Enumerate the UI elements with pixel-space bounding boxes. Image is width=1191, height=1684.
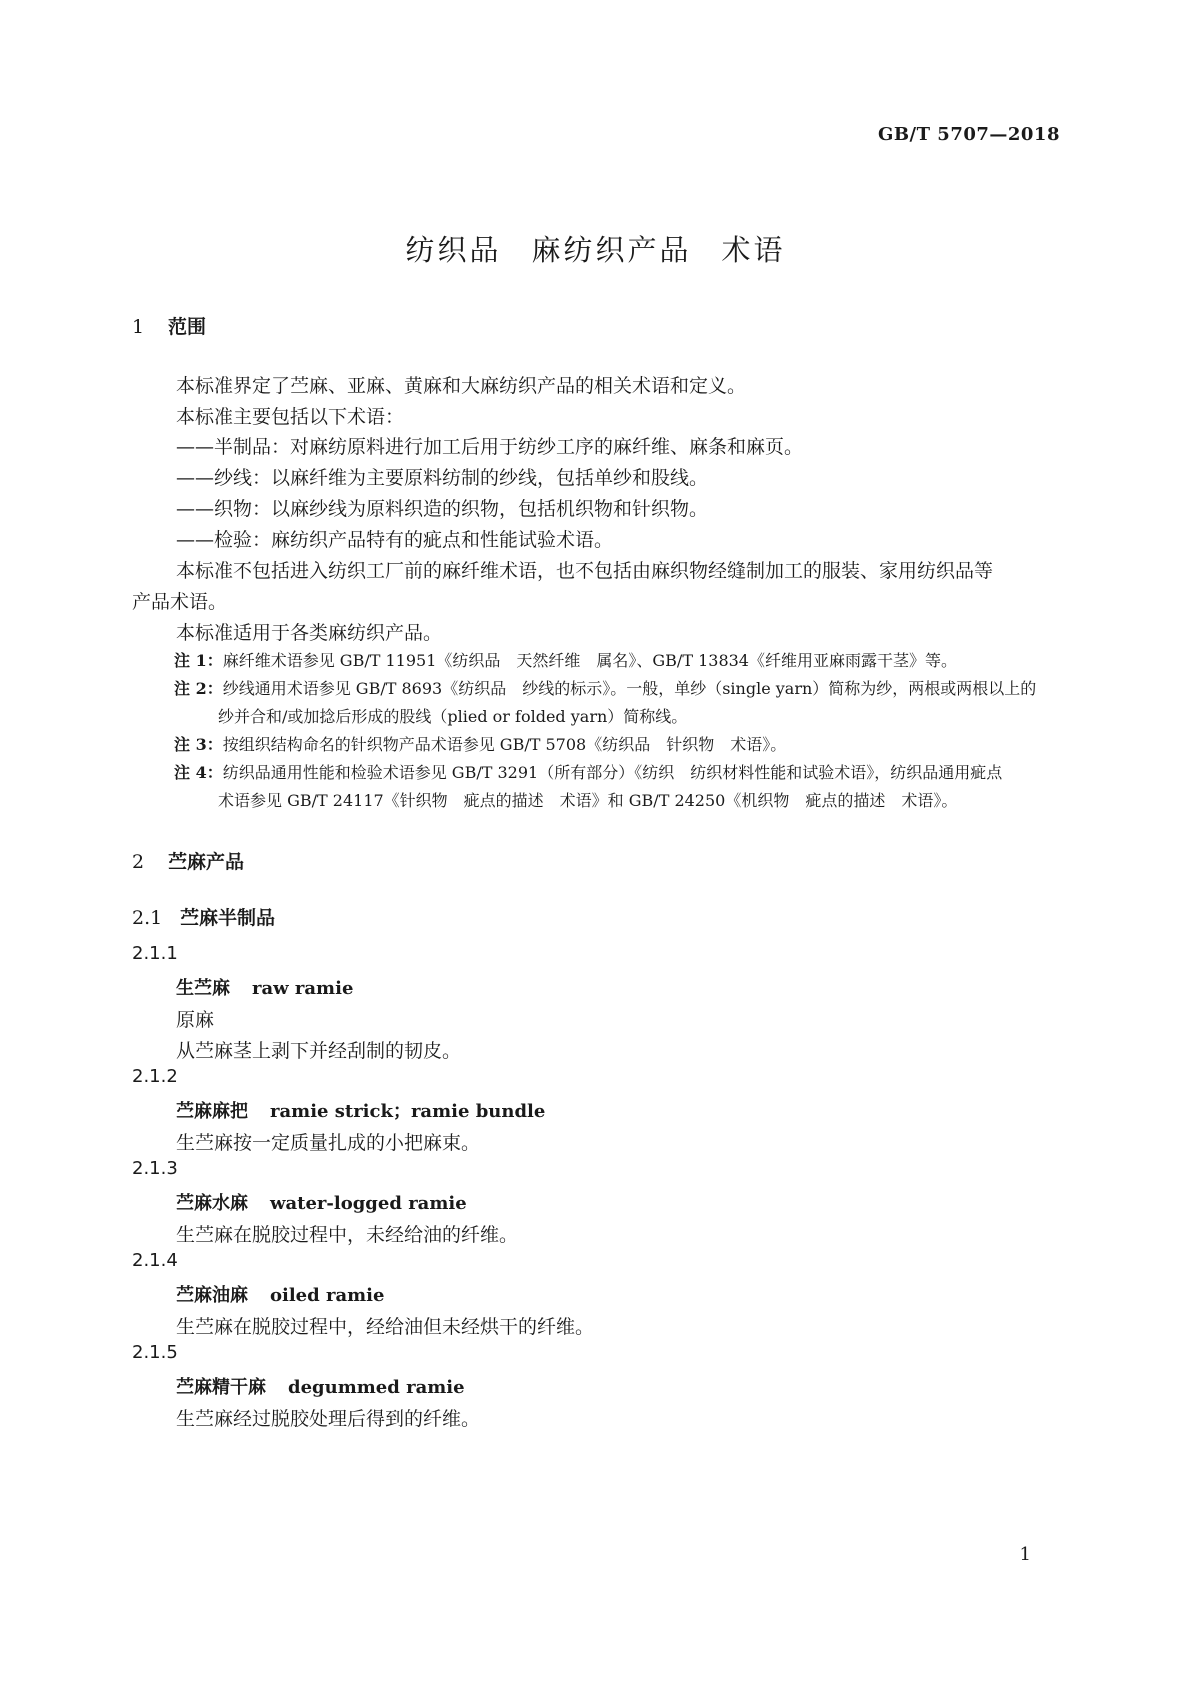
term-definition: 生苎麻在脱胶过程中，经给油但未经烘干的纤维。: [176, 1316, 595, 1338]
term-entry: [176, 1189, 467, 1215]
scope-dash-item-1: ——半制品：对麻纺原料进行加工后用于纺纱工序的麻纤维、麻条和麻页。: [176, 436, 804, 458]
note-text: 纱线通用术语参见 GB/T 8693《纺织品 纱线的标示》。一般，单纱（single yarn）简称为纱，两根或两根以上的: [222, 679, 1037, 698]
document-title: [0, 228, 1191, 269]
term-definition: 生苎麻按一定质量扎成的小把麻束。: [176, 1132, 481, 1154]
term-alternative: 原麻: [176, 1009, 215, 1031]
section-title: 苎麻产品: [168, 851, 245, 873]
section-number: 1: [132, 316, 145, 338]
term-number: 2.1.5: [132, 1342, 178, 1363]
term-number: 2.1.3: [132, 1158, 178, 1179]
note-text: 麻纤维术语参见 GB/T 11951《纺织品 天然纤维 属名》、GB/T 13834《纤维用亚麻雨露干茎》等。: [222, 651, 957, 670]
term-number: 2.1.1: [132, 943, 178, 964]
term-en: raw ramie: [252, 978, 354, 999]
scope-dash-item-3: ——织物：以麻纱线为原料织造的织物，包括机织物和针织物。: [176, 498, 709, 520]
title-part-2: 麻纺织产品: [531, 233, 692, 267]
term-en: ramie strick；ramie bundle: [270, 1101, 546, 1122]
term-zh: 苎麻精干麻: [176, 1377, 266, 1398]
section-2-1-heading: [132, 903, 275, 930]
term-zh: 生苎麻: [176, 978, 230, 999]
scope-dash-item-4: ——检验：麻纺织产品特有的疵点和性能试验术语。: [176, 529, 614, 551]
note-label: 注 3：: [174, 735, 223, 754]
note-label: 注 2：: [174, 679, 223, 698]
note-4-continued: 术语参见 GB/T 24117《针织物 疵点的描述 术语》和 GB/T 24250《机织物 疵点的描述 术语》。: [218, 791, 958, 810]
scope-paragraph-3: 本标准不包括进入纺织工厂前的麻纤维术语，也不包括由麻织物经缝制加工的服装、家用纺织品等: [176, 560, 994, 582]
term-number: 2.1.4: [132, 1250, 178, 1271]
note-text: 纺织品通用性能和检验术语参见 GB/T 3291（所有部分）《纺织 纺织材料性能和试验术语》，纺织品通用疵点: [222, 763, 1003, 782]
section-number: 2: [132, 851, 145, 873]
term-entry: [176, 1281, 384, 1307]
term-zh: 苎麻水麻: [176, 1193, 248, 1214]
term-zh: 苎麻麻把: [176, 1101, 248, 1122]
term-zh: 苎麻油麻: [176, 1285, 248, 1306]
section-2-heading: [132, 847, 244, 874]
page-number: 1: [1019, 1544, 1031, 1565]
section-number: 2.1: [132, 907, 163, 929]
term-en: oiled ramie: [270, 1285, 385, 1306]
term-definition: 生苎麻在脱胶过程中，未经给油的纤维。: [176, 1224, 519, 1246]
document-code: GB/T 5707—2018: [877, 124, 1060, 145]
note-label: 注 1：: [174, 651, 223, 670]
note-3: [174, 732, 786, 755]
note-2-continued: 纱并合和/或加捻后形成的股线（plied or folded yarn）简称线。: [218, 707, 688, 726]
section-1-heading: [132, 312, 206, 339]
scope-dash-item-2: ——纱线：以麻纤维为主要原料纺制的纱线，包括单纱和股线。: [176, 467, 709, 489]
note-1: [174, 648, 957, 671]
term-definition: 生苎麻经过脱胶处理后得到的纤维。: [176, 1408, 481, 1430]
note-4: [174, 760, 1002, 783]
scope-paragraph-2: 本标准主要包括以下术语：: [176, 406, 405, 428]
term-en: degummed ramie: [288, 1377, 465, 1398]
title-part-3: 术语: [721, 233, 786, 267]
note-text: 按组织结构命名的针织物产品术语参见 GB/T 5708《纺织品 针织物 术语》。: [222, 735, 787, 754]
term-number: 2.1.2: [132, 1066, 178, 1087]
term-en: water-logged ramie: [270, 1193, 467, 1214]
title-part-1: 纺织品: [405, 233, 502, 267]
note-label: 注 4：: [174, 763, 223, 782]
term-definition: 从苎麻茎上剥下并经刮制的韧皮。: [176, 1040, 462, 1062]
section-title: 范围: [168, 316, 207, 338]
scope-paragraph-4: 本标准适用于各类麻纺织产品。: [176, 622, 443, 644]
term-entry: [176, 1373, 465, 1399]
scope-paragraph-3-continued: 产品术语。: [132, 591, 228, 613]
note-2: [174, 676, 1036, 699]
term-entry: [176, 1097, 545, 1123]
term-entry: [176, 974, 353, 1000]
section-title: 苎麻半制品: [180, 907, 276, 929]
scope-paragraph-1: 本标准界定了苎麻、亚麻、黄麻和大麻纺织产品的相关术语和定义。: [176, 375, 747, 397]
